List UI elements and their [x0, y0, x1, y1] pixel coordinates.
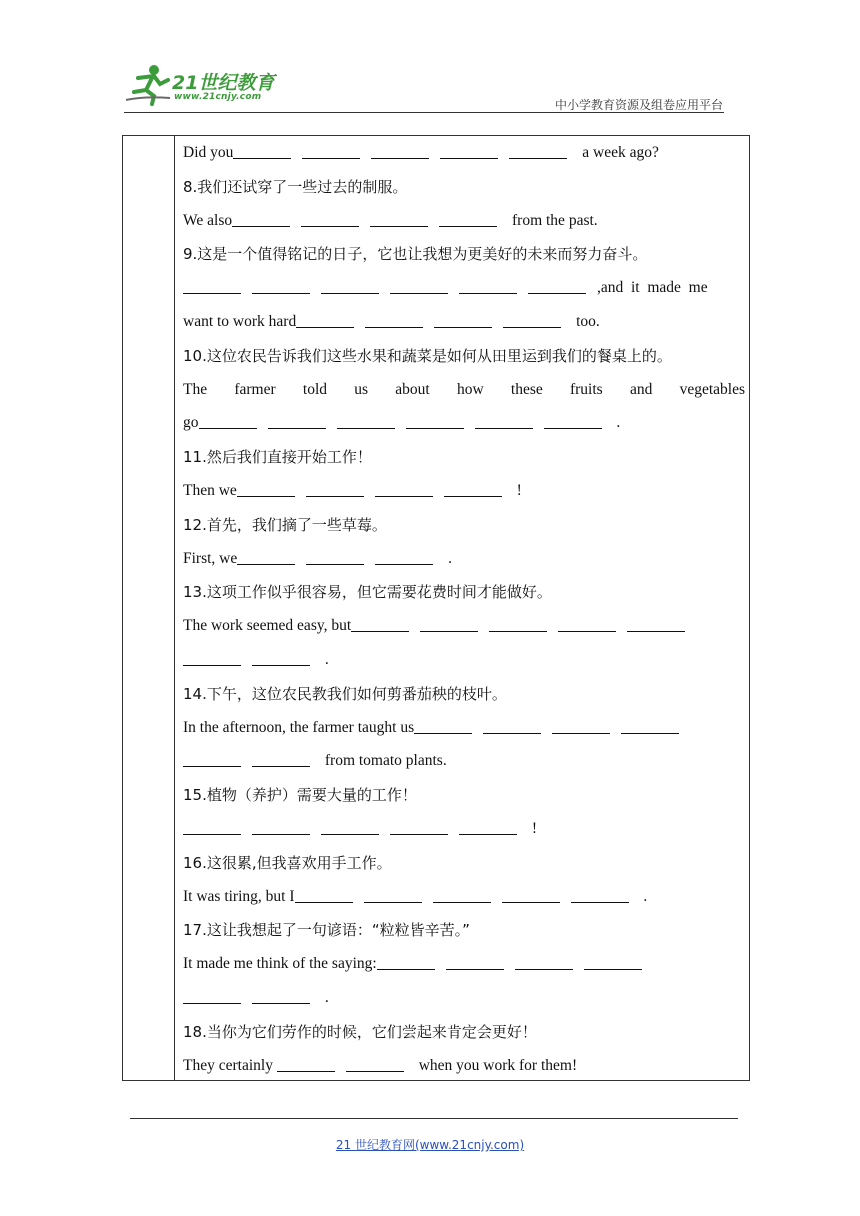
answer-blank[interactable] [302, 140, 360, 159]
chinese-sentence: 9.这是一个值得铭记的日子，它也让我想为更美好的未来而努力奋斗。 [183, 245, 648, 264]
answer-line [183, 984, 745, 1012]
answer-blank[interactable] [377, 951, 435, 970]
answer-blank[interactable] [502, 884, 560, 903]
question-prompt [183, 849, 745, 877]
answer-blank[interactable] [433, 884, 491, 903]
answer-line [183, 207, 745, 235]
answer-blank[interactable] [306, 546, 364, 565]
answer-blank[interactable] [483, 715, 541, 734]
answer-line [183, 308, 745, 336]
answer-blank[interactable] [571, 884, 629, 903]
answer-line [183, 1052, 745, 1080]
answer-blank[interactable] [420, 613, 478, 632]
sentence-word: told [302, 380, 328, 398]
answer-blank[interactable] [439, 208, 497, 227]
sentence-text: . [321, 989, 329, 1006]
answer-blank[interactable] [301, 208, 359, 227]
answer-blank[interactable] [390, 816, 448, 835]
question-prompt [183, 1018, 745, 1046]
answer-blank[interactable] [440, 140, 498, 159]
chinese-sentence: 8.我们还试穿了一些过去的制服。 [183, 177, 408, 196]
chinese-sentence: 14.下午，这位农民教我们如何剪番茄秧的枝叶。 [183, 684, 507, 703]
sentence-word: The [183, 380, 208, 398]
answer-blank[interactable] [434, 309, 492, 328]
answer-line [183, 274, 745, 302]
question-prompt [183, 781, 745, 809]
question-prompt [183, 342, 745, 370]
answer-line [183, 883, 745, 911]
answer-line [183, 714, 745, 742]
sentence-text: It was tiring, but I [183, 887, 295, 905]
runner-logo-icon [124, 62, 174, 108]
sentence-text: go [183, 414, 199, 432]
answer-blank[interactable] [237, 546, 295, 565]
platform-name: 中小学教育资源及组卷应用平台 [554, 98, 723, 112]
answer-blank[interactable] [414, 715, 472, 734]
answer-line [183, 815, 745, 843]
sentence-text: First, we [183, 549, 238, 567]
answer-blank[interactable] [371, 140, 429, 159]
answer-blank[interactable] [390, 275, 448, 294]
chinese-sentence: 17.这让我想起了一句谚语：“粒粒皆辛苦。” [183, 921, 470, 940]
answer-blank[interactable] [183, 985, 241, 1004]
chinese-sentence: 12.首先，我们摘了一些草莓。 [183, 515, 387, 534]
answer-blank[interactable] [375, 546, 433, 565]
sentence-text: ,and it made me [597, 279, 708, 297]
answer-line [183, 376, 745, 404]
answer-blank[interactable] [509, 140, 567, 159]
answer-blank[interactable] [446, 951, 504, 970]
sentence-text: . [639, 887, 648, 905]
answer-line [183, 612, 745, 640]
footer-divider [130, 1118, 738, 1119]
answer-blank[interactable] [406, 410, 464, 429]
chinese-sentence: 15.植物（养护）需要大量的工作！ [183, 786, 417, 805]
answer-blank[interactable] [544, 410, 602, 429]
sentence-text: when you work for them! [414, 1056, 578, 1074]
answer-line [183, 747, 745, 775]
answer-blank[interactable] [475, 410, 533, 429]
answer-blank[interactable] [503, 309, 561, 328]
answer-blank[interactable] [489, 613, 547, 632]
answer-blank[interactable] [277, 1053, 335, 1072]
sentence-word: about [395, 380, 430, 398]
question-prompt [183, 240, 745, 268]
sentence-text: ! [528, 820, 538, 837]
answer-blank[interactable] [199, 410, 257, 429]
question-prompt [183, 443, 745, 471]
answer-blank[interactable] [252, 816, 310, 835]
answer-blank[interactable] [370, 208, 428, 227]
sentence-text: It made me think of the saying: [183, 955, 377, 973]
answer-line [183, 409, 745, 437]
answer-blank[interactable] [515, 951, 573, 970]
page-header [0, 0, 860, 120]
answer-blank[interactable] [459, 275, 517, 294]
sentence-text: ! [512, 482, 522, 499]
answer-blank[interactable] [296, 309, 354, 328]
sentence-text: . [444, 549, 452, 567]
answer-blank[interactable] [621, 715, 679, 734]
answer-blank[interactable] [306, 478, 364, 497]
sentence-word: how [456, 380, 484, 398]
sentence-text: The work seemed easy, but [183, 617, 352, 635]
chinese-sentence: 11.然后我们直接开始工作！ [183, 448, 372, 467]
sentence-text: from the past. [508, 211, 598, 229]
answer-blank[interactable] [337, 410, 395, 429]
sentence-word: us [354, 380, 369, 398]
answer-line [183, 477, 745, 505]
answer-blank[interactable] [183, 748, 241, 767]
table-column-divider [174, 136, 175, 1080]
answer-blank[interactable] [321, 816, 379, 835]
site-logo [124, 62, 294, 108]
chinese-sentence: 10.这位农民告诉我们这些水果和蔬菜是如何从田里运到我们的餐桌上的。 [183, 346, 672, 365]
answer-blank[interactable] [252, 985, 310, 1004]
answer-blank[interactable] [252, 647, 310, 666]
answer-blank[interactable] [268, 410, 326, 429]
question-prompt [183, 916, 745, 944]
answer-blank[interactable] [584, 951, 642, 970]
sentence-text: from tomato plants. [321, 752, 447, 770]
logo-title: 21世纪教育 [172, 72, 275, 94]
sentence-text: want to work hard [183, 313, 297, 330]
answer-blank[interactable] [627, 613, 685, 632]
answer-blank[interactable] [237, 478, 295, 497]
answer-blank[interactable] [346, 1053, 404, 1072]
question-prompt [183, 511, 745, 539]
sentence-text: We also [183, 211, 233, 229]
answer-blank[interactable] [295, 884, 353, 903]
answer-line [183, 646, 745, 674]
answer-line [183, 950, 745, 978]
answer-blank[interactable] [252, 748, 310, 767]
answer-blank[interactable] [232, 208, 290, 227]
answer-blank[interactable] [364, 884, 422, 903]
sentence-text: . [321, 651, 329, 668]
answer-blank[interactable] [233, 140, 291, 159]
sentence-word: farmer [234, 380, 276, 398]
sentence-text: a week ago? [578, 144, 659, 161]
footer-link[interactable]: 21 世纪教育网(www.21cnjy.com) [335, 1138, 525, 1152]
answer-blank[interactable] [444, 478, 502, 497]
sentence-text: They certainly [183, 1056, 277, 1074]
answer-line [183, 545, 745, 573]
chinese-sentence: 13.这项工作似乎很容易，但它需要花费时间才能做好。 [183, 583, 552, 602]
answer-blank[interactable] [183, 647, 241, 666]
answer-line [183, 139, 745, 167]
sentence-text: Then we [183, 482, 237, 499]
answer-blank[interactable] [183, 816, 241, 835]
sentence-text: . [612, 414, 621, 432]
sentence-text: In the afternoon, the farmer taught us [183, 718, 415, 736]
answer-blank[interactable] [552, 715, 610, 734]
question-prompt [183, 173, 745, 201]
answer-blank[interactable] [558, 613, 616, 632]
sentence-word: vegetables [679, 380, 745, 398]
answer-blank[interactable] [459, 816, 517, 835]
chinese-sentence: 16.这很累,但我喜欢用手工作。 [183, 853, 392, 872]
question-prompt [183, 578, 745, 606]
answer-blank[interactable] [528, 275, 586, 294]
answer-blank[interactable] [183, 275, 241, 294]
sentence-word: fruits [569, 380, 603, 398]
answer-blank[interactable] [375, 478, 433, 497]
sentence-text: Did you [183, 144, 234, 161]
question-prompt [183, 680, 745, 708]
answer-blank[interactable] [365, 309, 423, 328]
sentence-text: too. [572, 313, 600, 330]
answer-blank[interactable] [321, 275, 379, 294]
sentence-word: these [510, 380, 543, 398]
header-divider [124, 112, 724, 113]
answer-blank[interactable] [351, 613, 409, 632]
answer-blank[interactable] [252, 275, 310, 294]
sentence-word: and [629, 380, 653, 398]
chinese-sentence: 18.当你为它们劳作的时候，它们尝起来肯定会更好！ [183, 1022, 537, 1041]
logo-url: www.21cnjy.com [174, 92, 262, 102]
